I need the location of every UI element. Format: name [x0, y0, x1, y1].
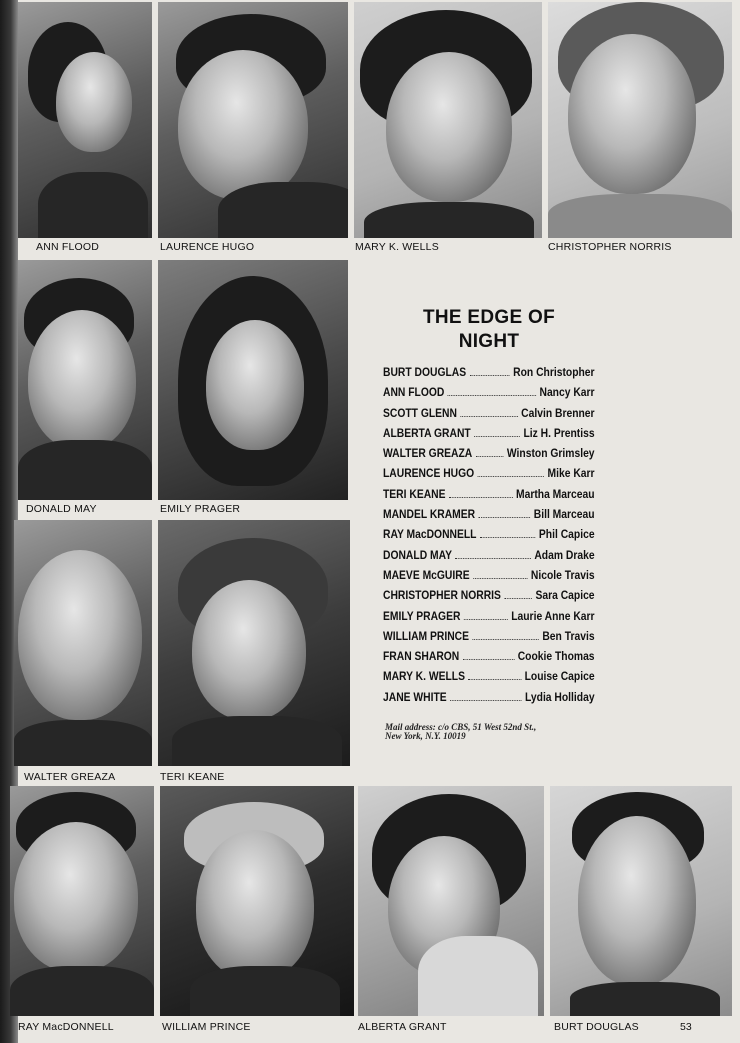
cast-entry: [383, 690, 595, 710]
cast-actor: CHRISTOPHER NORRIS: [383, 588, 501, 603]
cast-entry: [383, 527, 595, 547]
photo-ann-flood: [18, 2, 152, 238]
caption-teri-keane: TERI KEANE: [160, 771, 225, 783]
cast-entry: [383, 507, 595, 527]
photo-mary-k-wells: [354, 2, 542, 238]
cast-role: Calvin Brenner: [521, 405, 595, 420]
leader-dots: [460, 416, 517, 417]
cast-actor: MAEVE McGUIRE: [383, 567, 470, 582]
caption-alberta-grant: ALBERTA GRANT: [358, 1021, 447, 1033]
photo-william-prince: [160, 786, 354, 1016]
caption-william-prince: WILLIAM PRINCE: [162, 1021, 251, 1033]
mail-line-2: New York, N.Y. 10019: [385, 731, 466, 741]
photo-laurence-hugo: [158, 2, 348, 238]
leader-dots: [472, 639, 538, 640]
cast-entry: [383, 365, 595, 385]
leader-dots: [479, 517, 531, 518]
leader-dots: [468, 679, 521, 680]
cast-role: Mike Karr: [547, 466, 595, 481]
caption-christopher-norris: CHRISTOPHER NORRIS: [548, 241, 672, 253]
cast-entry: [383, 588, 595, 608]
leader-dots: [448, 395, 536, 396]
cast-actor: DONALD MAY: [383, 547, 453, 562]
title-line-2: NIGHT: [458, 331, 520, 352]
cast-entry: [383, 466, 595, 486]
title-line-1: THE EDGE OF: [422, 307, 556, 328]
caption-donald-may: DONALD MAY: [26, 503, 97, 515]
cast-role: Winston Grimsley: [506, 446, 595, 461]
cast-entry: [383, 446, 595, 466]
photo-ray-macdonnell: [10, 786, 154, 1016]
cast-actor: SCOTT GLENN: [383, 405, 457, 420]
leader-dots: [470, 375, 510, 376]
leader-dots: [455, 558, 530, 559]
caption-mary-k-wells: MARY K. WELLS: [355, 241, 439, 253]
cast-actor: EMILY PRAGER: [383, 608, 461, 623]
cast-actor: BURT DOUGLAS: [383, 365, 467, 379]
photo-emily-prager: [158, 260, 348, 500]
cast-actor: ANN FLOOD: [383, 385, 445, 400]
caption-ray-macdonnell: RAY MacDONNELL: [18, 1021, 114, 1033]
photo-teri-keane: [158, 520, 350, 766]
cast-role: Martha Marceau: [515, 486, 595, 501]
mail-address: [385, 723, 615, 741]
cast-entry: [383, 385, 595, 405]
cast-role: Nancy Karr: [539, 385, 595, 400]
cast-actor: TERI KEANE: [383, 486, 446, 501]
leader-dots: [449, 497, 513, 498]
cast-actor: RAY MacDONNELL: [383, 527, 477, 542]
leader-dots: [463, 659, 515, 660]
cast-role: Cookie Thomas: [517, 649, 595, 664]
cast-entry: [383, 568, 595, 588]
cast-actor: MARY K. WELLS: [383, 669, 465, 684]
leader-dots: [478, 476, 544, 477]
cast-role: Ben Travis: [542, 628, 595, 643]
caption-burt-douglas: BURT DOUGLAS: [554, 1021, 639, 1033]
cast-role: Phil Capice: [538, 527, 595, 542]
cast-entry: [383, 548, 595, 568]
caption-laurence-hugo: LAURENCE HUGO: [160, 241, 255, 253]
cast-role: Liz H. Prentiss: [523, 425, 595, 440]
leader-dots: [476, 456, 504, 457]
leader-dots: [464, 619, 508, 620]
cast-entry: [383, 487, 595, 507]
photo-donald-may: [18, 260, 152, 500]
cast-role: Ron Christopher: [513, 365, 595, 379]
cast-role: Lydia Holliday: [524, 689, 595, 704]
mail-line-1: Mail address: c/o CBS, 51 West 52nd St.,: [385, 722, 537, 732]
cast-actor: JANE WHITE: [383, 689, 447, 704]
cast-role: Bill Marceau: [533, 507, 595, 522]
cast-role: Laurie Anne Karr: [511, 608, 595, 623]
cast-actor: ALBERTA GRANT: [383, 425, 471, 440]
cast-role: Sara Capice: [535, 588, 595, 603]
cast-entry: [383, 426, 595, 446]
cast-entry: [383, 609, 595, 629]
photo-alberta-grant: [358, 786, 544, 1016]
caption-emily-prager: EMILY PRAGER: [160, 503, 241, 515]
cast-actor: FRAN SHARON: [383, 649, 460, 664]
photo-christopher-norris: [548, 2, 732, 238]
cast-entry: [383, 629, 595, 649]
leader-dots: [480, 537, 536, 538]
page-title: [378, 306, 600, 354]
leader-dots: [473, 578, 527, 579]
leader-dots: [450, 700, 521, 701]
photo-burt-douglas: [550, 786, 732, 1016]
cast-actor: MANDEL KRAMER: [383, 507, 476, 522]
page-number: 53: [680, 1021, 692, 1033]
cast-role: Nicole Travis: [530, 567, 595, 582]
cast-entry: [383, 669, 595, 689]
cast-entry: [383, 406, 595, 426]
cast-role: Louise Capice: [524, 669, 595, 684]
photo-walter-greaza: [14, 520, 152, 766]
caption-walter-greaza: WALTER GREAZA: [24, 771, 116, 783]
cast-entry: [383, 649, 595, 669]
cast-actor: WILLIAM PRINCE: [383, 628, 469, 643]
leader-dots: [504, 598, 532, 599]
cast-role: Adam Drake: [534, 547, 595, 562]
cast-list: [383, 365, 595, 710]
caption-ann-flood: ANN FLOOD: [36, 241, 100, 253]
leader-dots: [474, 436, 520, 437]
cast-actor: LAURENCE HUGO: [383, 466, 475, 481]
cast-actor: WALTER GREAZA: [383, 446, 473, 461]
